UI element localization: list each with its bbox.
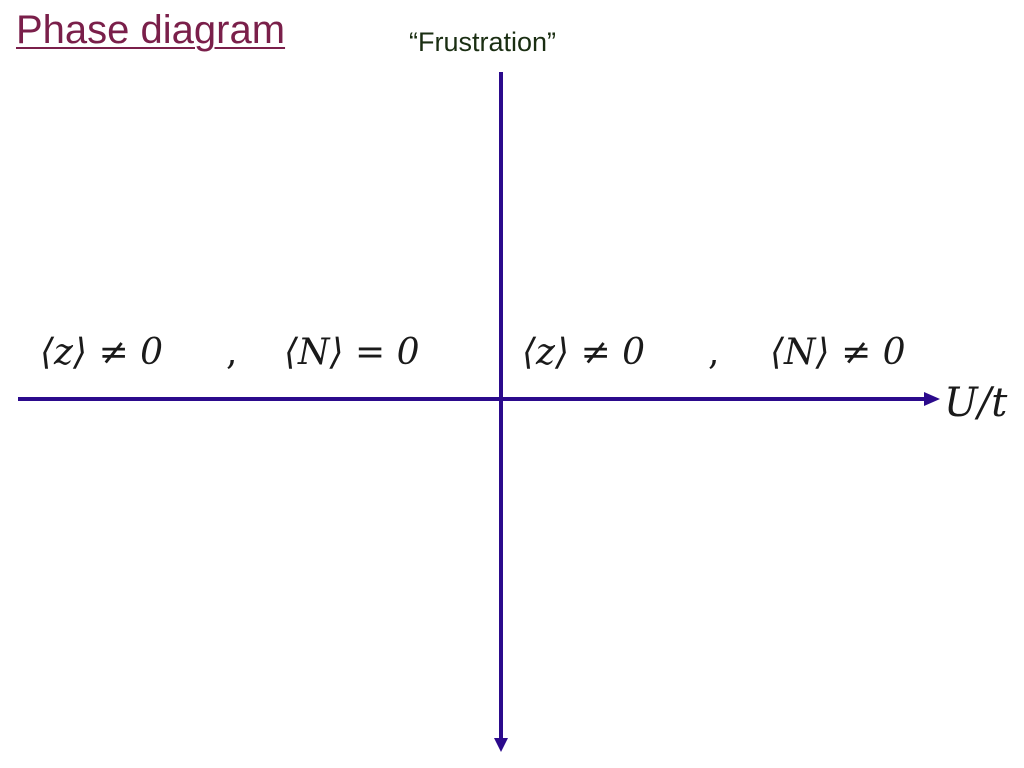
horizontal-axis-label: U/t xyxy=(944,380,1008,426)
frustration-label: “Frustration” xyxy=(409,27,557,57)
right-separator: , xyxy=(708,332,720,373)
horizontal-axis-arrowhead xyxy=(924,392,940,406)
left-number-parameter: ⟨N⟩ = 0 xyxy=(284,332,420,373)
right-order-parameter: ⟨z⟩ ≠ 0 xyxy=(522,332,646,373)
slide-title: Phase diagram xyxy=(16,8,286,52)
vertical-axis-arrowhead xyxy=(494,738,508,752)
left-separator: , xyxy=(226,332,238,373)
right-number-parameter: ⟨N⟩ ≠ 0 xyxy=(770,332,906,373)
left-order-parameter: ⟨z⟩ ≠ 0 xyxy=(40,332,164,373)
